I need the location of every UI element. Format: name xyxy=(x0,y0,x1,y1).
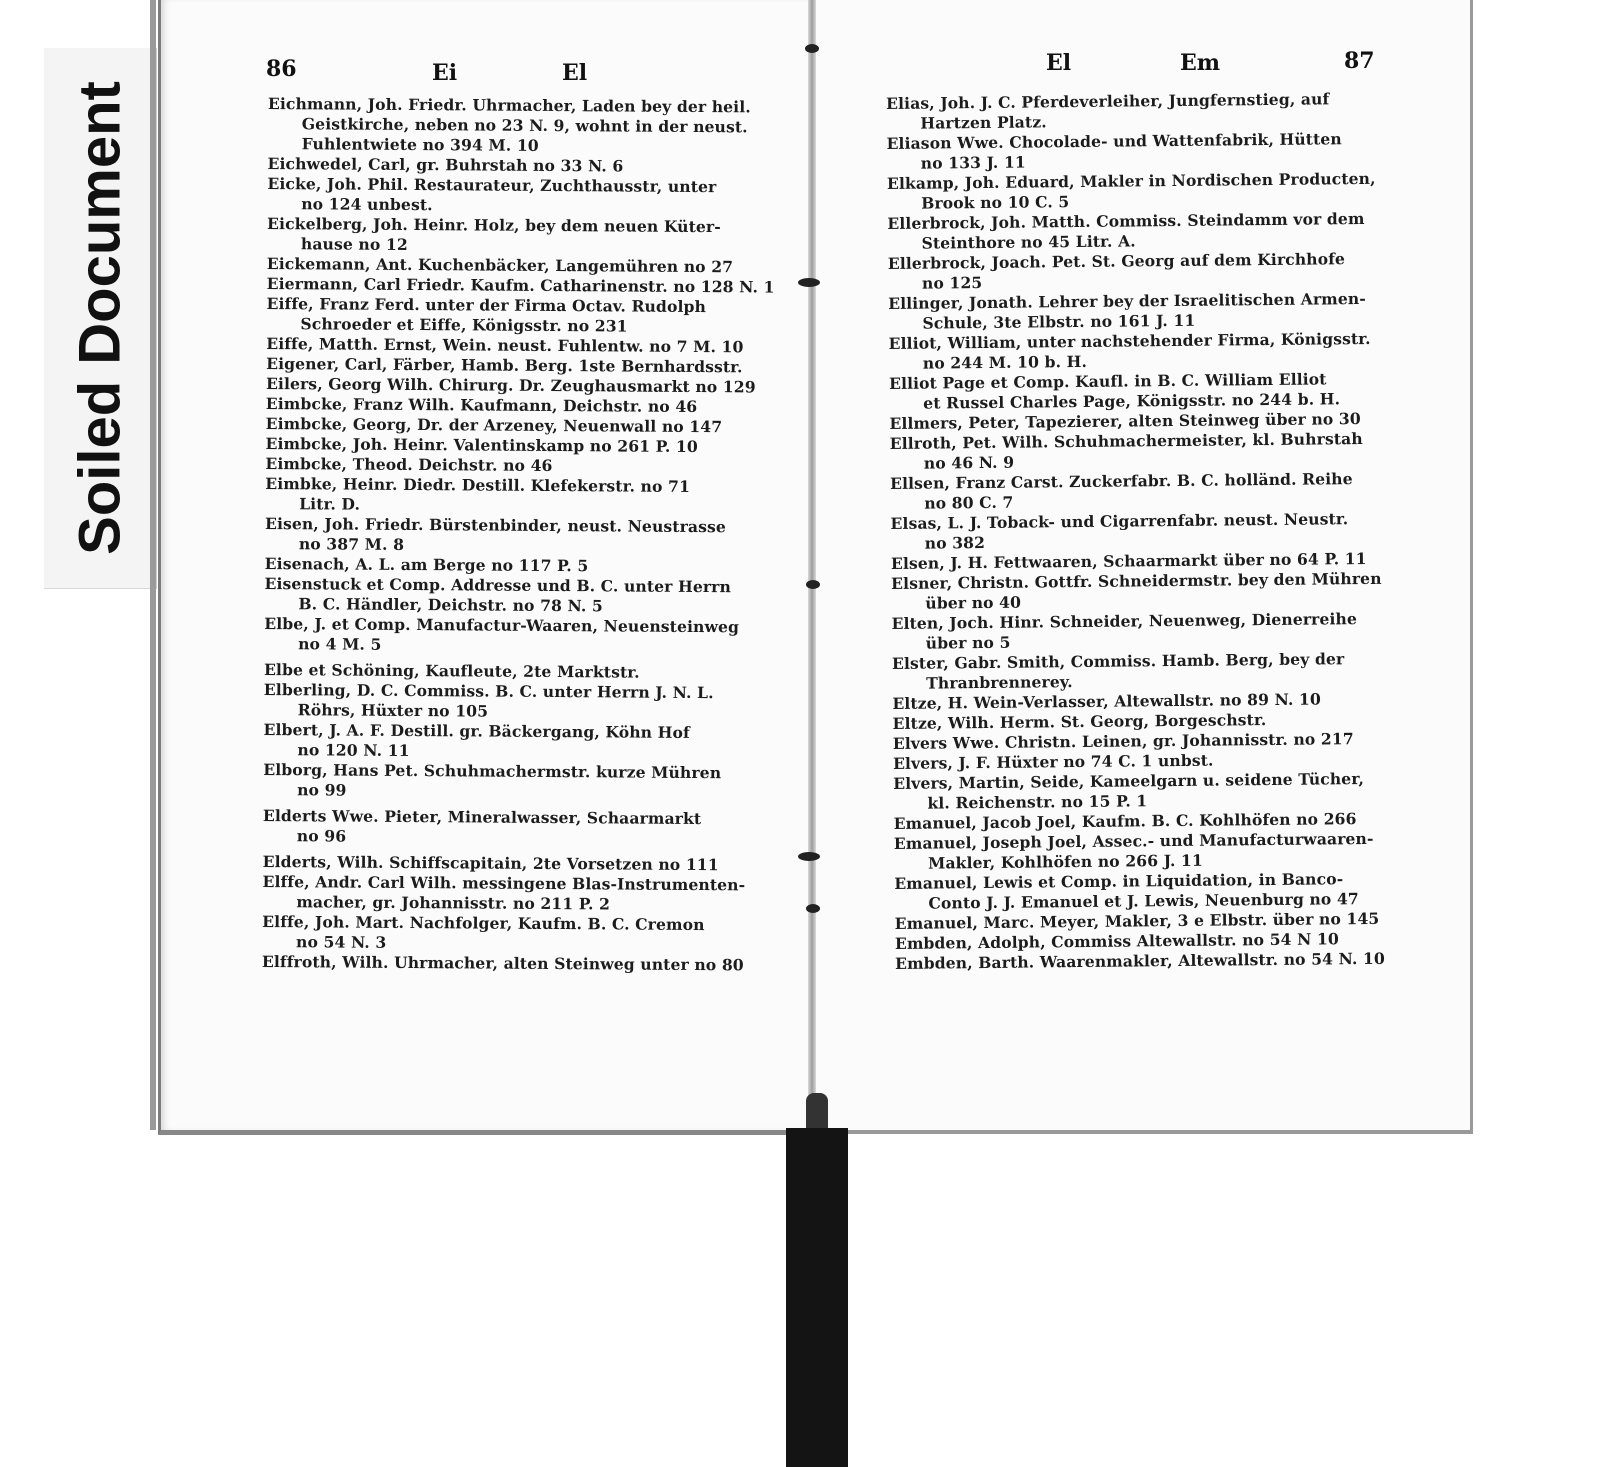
entry-continuation-line: Schroeder et Eiffe, Königsstr. no 231 xyxy=(300,314,628,336)
entry-continuation-line: Hartzen Platz. xyxy=(920,112,1047,133)
binding-stitch xyxy=(806,580,820,589)
directory-entry xyxy=(891,609,1381,654)
entry-name-line: Emanuel, Joseph Joel, Assec.- und Manufacturwaaren- xyxy=(893,828,1374,853)
right-page-number: 87 xyxy=(1344,48,1375,74)
entry-name-line: Elffe, Joh. Mart. Nachfolger, Kaufm. B. C. Cremon xyxy=(262,911,705,935)
directory-entry xyxy=(894,829,1384,874)
entry-name-line: Emanuel, Jacob Joel, Kaufm. B. C. Kohlhöfen no 266 xyxy=(893,809,1357,833)
entry-continuation-line: et Russel Charles Page, Königsstr. no 244 b. H. xyxy=(923,389,1341,413)
entry-continuation-line: Brook no 10 C. 5 xyxy=(921,192,1070,213)
entry-continuation-line: Fuhlentwiete no 394 M. 10 xyxy=(301,134,539,155)
directory-entry xyxy=(889,369,1379,414)
entry-continuation-line: hause no 12 xyxy=(300,234,408,254)
directory-entry xyxy=(891,569,1381,614)
entry-continuation-line: Geistkirche, neben no 23 N. 9, wohnt in der neust. xyxy=(301,114,748,137)
entry-name-line: Embden, Adolph, Commiss Altewallstr. no 54 N 10 xyxy=(894,929,1339,953)
binding-stitch xyxy=(798,852,820,861)
entry-continuation-line: Conto J. J. Emanuel et J. Lewis, Neuenburg no 47 xyxy=(928,889,1359,913)
entry-continuation-line: kl. Reichenstr. no 15 P. 1 xyxy=(927,791,1148,813)
entry-continuation-line: B. C. Händler, Deichstr. no 78 N. 5 xyxy=(298,594,603,616)
entry-name-line: Eimbcke, Joh. Heinr. Valentinskamp no 261 P. 10 xyxy=(265,433,698,457)
directory-entry xyxy=(262,872,762,915)
directory-entry xyxy=(890,509,1380,554)
entry-name-line: Emanuel, Lewis et Comp. in Liquidation, in Banco- xyxy=(894,869,1344,893)
directory-entry xyxy=(263,806,763,849)
entry-name-line: Elbert, J. A. F. Destill. gr. Bäckergang, Köhn Hof xyxy=(263,719,690,742)
entry-name-line: Eickemann, Ant. Kuchenbäcker, Langemühren no 27 xyxy=(266,253,734,277)
entry-name-line: Eilers, Georg Wilh. Chirurg. Dr. Zeughausmarkt no 129 xyxy=(265,373,756,397)
entry-name-line: Eimbcke, Theod. Deichstr. no 46 xyxy=(265,453,553,475)
directory-entry xyxy=(893,769,1383,814)
directory-entry xyxy=(890,429,1380,474)
entry-continuation-line: über no 5 xyxy=(925,632,1011,653)
directory-entry xyxy=(263,720,763,763)
entry-name-line: Elvers Wwe. Christn. Leinen, gr. Johannisstr. no 217 xyxy=(892,729,1354,753)
entry-continuation-line: Makler, Kohlhöfen no 266 J. 11 xyxy=(927,850,1203,873)
directory-entry xyxy=(264,680,764,723)
soiled-document-label: Soiled Document xyxy=(67,81,133,555)
soiled-document-tag xyxy=(44,48,157,589)
entry-name-line: Eimbcke, Franz Wilh. Kaufmann, Deichstr. no 46 xyxy=(265,393,698,417)
entry-name-line: Ellinger, Jonath. Lehrer bey der Israelitischen Armen- xyxy=(888,288,1366,313)
entry-name-line: Elten, Joch. Hinr. Schneider, Neuenweg, Dienerreihe xyxy=(891,609,1358,633)
entry-continuation-line: no 133 J. 11 xyxy=(920,152,1026,173)
directory-entry xyxy=(264,614,764,657)
entry-name-line: Elster, Gabr. Smith, Commiss. Hamb. Berg, bey der xyxy=(891,649,1345,673)
entry-name-line: Elias, Joh. J. C. Pferdeverleiher, Jungfernstieg, auf xyxy=(886,89,1330,113)
book-gutter xyxy=(808,0,816,1130)
entry-continuation-line: Litr. D. xyxy=(299,494,361,514)
directory-entry xyxy=(268,94,768,157)
entry-continuation-line: no 46 N. 9 xyxy=(923,452,1015,473)
bookmark-ribbon xyxy=(786,1128,848,1467)
directory-entry xyxy=(890,469,1380,514)
right-directory-column xyxy=(886,89,1385,974)
entry-name-line: Eiermann, Carl Friedr. Kaufm. Catharinenstr. no 128 N. 1 xyxy=(266,273,775,297)
entry-continuation-line: no 124 unbest. xyxy=(301,194,433,215)
entry-name-line: Eicke, Joh. Phil. Restaurateur, Zuchthausstr, unter xyxy=(267,173,717,197)
entry-name-line: Ellerbrock, Joach. Pet. St. Georg auf dem Kirchhofe xyxy=(887,249,1346,273)
entry-continuation-line: no 99 xyxy=(297,780,347,800)
entry-name-line: Elbe, J. et Comp. Manufactur-Waaren, Neuensteinweg xyxy=(264,613,740,637)
left-head-first: Ei xyxy=(432,60,458,86)
entry-continuation-line: Schule, 3te Elbstr. no 161 J. 11 xyxy=(922,310,1196,333)
directory-entry xyxy=(265,474,765,517)
entry-name-line: Elsen, J. H. Fettwaaren, Schaarmarkt über no 64 P. 11 xyxy=(890,548,1367,573)
entry-name-line: Eltze, Wilh. Herm. St. Georg, Borgeschstr. xyxy=(892,710,1267,733)
left-head-last: El xyxy=(562,60,588,86)
entry-continuation-line: no 125 xyxy=(921,273,983,293)
entry-name-line: Eimbke, Heinr. Diedr. Destill. Klefekerstr. no 71 xyxy=(265,473,691,496)
directory-entry xyxy=(887,169,1377,214)
entry-name-line: Eigener, Carl, Färber, Hamb. Berg. 1ste Bernhardsstr. xyxy=(266,353,743,377)
entry-name-line: Elvers, J. F. Hüxter no 74 C. 1 unbst. xyxy=(892,750,1214,773)
entry-name-line: Eichmann, Joh. Friedr. Uhrmacher, Laden bey der heil. xyxy=(267,94,751,117)
entry-continuation-line: no 387 M. 8 xyxy=(298,534,405,554)
directory-entry xyxy=(887,209,1377,254)
directory-entry xyxy=(894,869,1384,914)
entry-name-line: Elderts, Wilh. Schiffscapitain, 2te Vorsetzen no 111 xyxy=(262,851,719,875)
entry-name-line: Eisen, Joh. Friedr. Bürstenbinder, neust. Neustrasse xyxy=(264,513,726,537)
entry-name-line: Elbe et Schöning, Kaufleute, 2te Marktstr. xyxy=(263,659,640,682)
entry-continuation-line: Röhrs, Hüxter no 105 xyxy=(297,700,489,721)
entry-name-line: Elkamp, Joh. Eduard, Makler in Nordischen Producten, xyxy=(886,168,1376,193)
directory-entry xyxy=(262,952,762,975)
entry-continuation-line: no 244 M. 10 b. H. xyxy=(922,351,1088,373)
entry-continuation-line: no 120 N. 11 xyxy=(297,740,410,761)
entry-name-line: Embden, Barth. Waarenmakler, Altewallstr. no 54 N. 10 xyxy=(895,948,1385,973)
entry-name-line: Elliot Page et Comp. Kaufl. in B. C. William Elliot xyxy=(888,369,1327,393)
entry-name-line: Ellroth, Pet. Wilh. Schuhmachermeister, kl. Buhrstah xyxy=(889,429,1363,453)
entry-continuation-line: no 4 M. 5 xyxy=(298,634,382,654)
directory-entry xyxy=(262,912,762,955)
entry-name-line: Eichwedel, Carl, gr. Buhrstah no 33 N. 6 xyxy=(267,153,624,176)
entry-name-line: Elderts Wwe. Pieter, Mineralwasser, Schaarmarkt xyxy=(262,805,702,829)
entry-name-line: Elsas, L. J. Toback- und Cigarrenfabr. neust. Neustr. xyxy=(890,509,1349,533)
entry-name-line: Elberling, D. C. Commiss. B. C. unter Herrn J. N. L. xyxy=(263,679,714,703)
entry-name-line: Elborg, Hans Pet. Schuhmachermstr. kurze Mühren xyxy=(263,759,722,783)
binding-stitch xyxy=(806,904,820,913)
entry-name-line: Elffroth, Wilh. Uhrmacher, alten Steinweg unter no 80 xyxy=(261,951,744,975)
right-head-first: El xyxy=(1046,50,1072,76)
entry-name-line: Elsner, Christn. Gottfr. Schneidermstr. bey den Mühren xyxy=(891,568,1382,593)
entry-continuation-line: no 96 xyxy=(296,826,347,846)
directory-entry xyxy=(886,129,1376,174)
directory-entry xyxy=(266,294,766,337)
entry-name-line: Eisenstuck et Comp. Addresse und B. C. unter Herrn xyxy=(264,573,732,597)
directory-entry xyxy=(265,514,765,557)
book-edge xyxy=(150,0,156,1130)
entry-name-line: Eimbcke, Georg, Dr. der Arzeney, Neuenwall no 147 xyxy=(265,413,723,437)
directory-entry xyxy=(886,89,1376,134)
entry-name-line: Ellerbrock, Joh. Matth. Commiss. Steindamm vor dem xyxy=(887,208,1365,233)
entry-continuation-line: no 80 C. 7 xyxy=(924,492,1014,513)
entry-name-line: Eisenach, A. L. am Berge no 117 P. 5 xyxy=(264,553,589,576)
entry-continuation-line: macher, gr. Johannisstr. no 211 P. 2 xyxy=(296,892,611,914)
entry-name-line: Elffe, Andr. Carl Wilh. messingene Blas-Instrumenten- xyxy=(262,871,746,895)
directory-entry xyxy=(263,760,763,803)
directory-entry xyxy=(892,649,1382,694)
directory-entry xyxy=(888,249,1378,294)
directory-entry xyxy=(889,329,1379,374)
binding-stitch xyxy=(805,44,819,53)
directory-entry xyxy=(267,214,767,257)
left-directory-column xyxy=(261,94,775,975)
right-head-last: Em xyxy=(1180,50,1221,76)
entry-continuation-line: Steinthore no 45 Litr. A. xyxy=(921,231,1136,253)
entry-name-line: Eiffe, Matth. Ernst, Wein. neust. Fuhlentw. no 7 M. 10 xyxy=(266,333,744,357)
left-page-number: 86 xyxy=(266,56,297,82)
entry-continuation-line: no 54 N. 3 xyxy=(296,932,387,952)
entry-name-line: Eiffe, Franz Ferd. unter der Firma Octav. Rudolph xyxy=(266,293,707,317)
entry-name-line: Eliason Wwe. Chocolade- und Wattenfabrik, Hütten xyxy=(886,129,1342,153)
entry-continuation-line: über no 40 xyxy=(925,592,1022,613)
directory-entry xyxy=(888,289,1378,334)
entry-name-line: Eltze, H. Wein-Verlasser, Altewallstr. no 89 N. 10 xyxy=(892,689,1321,713)
entry-continuation-line: no 382 xyxy=(924,532,986,553)
entry-name-line: Elliot, William, unter nachstehender Firma, Königsstr. xyxy=(888,328,1371,353)
entry-name-line: Eickelberg, Joh. Heinr. Holz, bey dem neuen Küter- xyxy=(267,213,721,237)
entry-name-line: Emanuel, Marc. Meyer, Makler, 3 e Elbstr. über no 145 xyxy=(894,908,1380,933)
entry-name-line: Ellsen, Franz Carst. Zuckerfabr. B. C. holländ. Reihe xyxy=(889,469,1353,493)
directory-entry xyxy=(267,174,767,217)
directory-entry xyxy=(264,574,764,617)
binding-stitch xyxy=(798,278,820,287)
entry-continuation-line: Thranbrennerey. xyxy=(926,672,1073,693)
entry-name-line: Ellmers, Peter, Tapezierer, alten Steinweg über no 30 xyxy=(889,409,1361,433)
entry-name-line: Elvers, Martin, Seide, Kameelgarn u. seidene Tücher, xyxy=(893,769,1365,793)
